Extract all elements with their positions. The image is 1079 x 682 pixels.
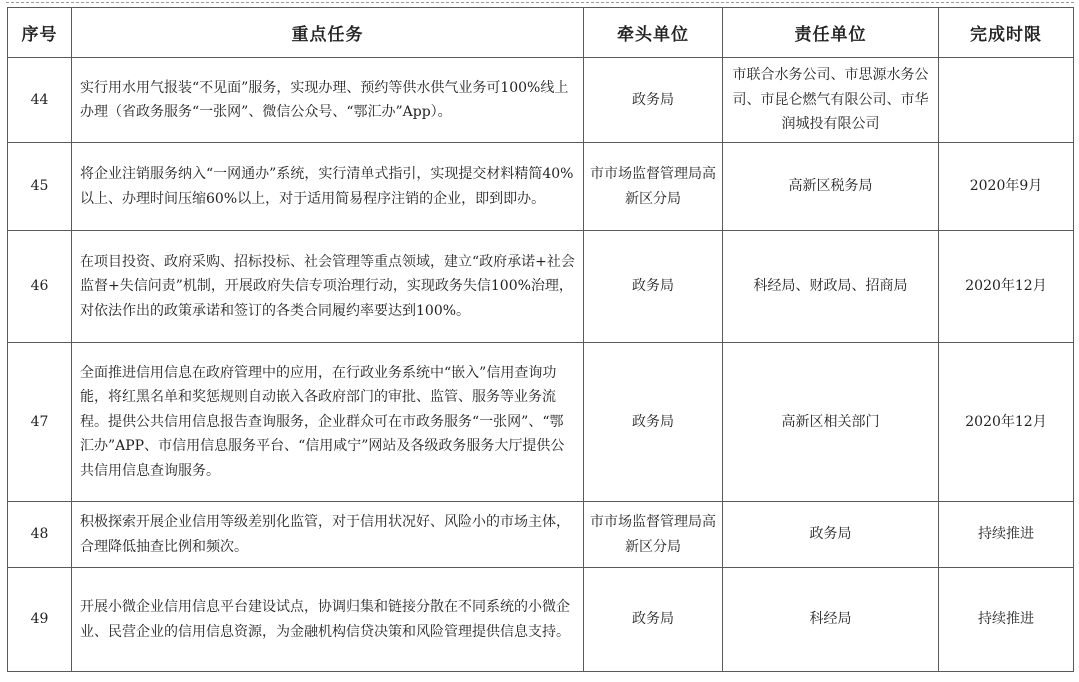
row-deadline [939, 58, 1074, 143]
header-lead-unit: 牵头单位 [584, 8, 723, 58]
row-responsible-unit: 市联合水务公司、市思源水务公司、市昆仑燃气有限公司、市华润城投有限公司 [723, 58, 939, 143]
header-deadline: 完成时限 [939, 8, 1074, 58]
row-num: 45 [8, 143, 72, 231]
row-task: 将企业注销服务纳入“一网通办”系统，实行清单式指引，实现提交材料精简40%以上、办理时间压缩60%以上，对于适用简易程序注销的企业，即到即办。 [72, 143, 584, 231]
row-responsible-unit: 高新区税务局 [723, 143, 939, 231]
row-num: 47 [8, 343, 72, 502]
header-responsible-unit: 责任单位 [723, 8, 939, 58]
row-task: 开展小微企业信用信息平台建设试点，协调归集和链接分散在不同系统的小微企业、民营企业的信用信息资源，为金融机构信贷决策和风险管理提供信息支持。 [72, 568, 584, 672]
row-deadline: 2020年9月 [939, 143, 1074, 231]
table-row [8, 143, 1074, 231]
table-row [8, 231, 1074, 343]
row-lead-unit: 政务局 [584, 343, 723, 502]
row-num: 48 [8, 502, 72, 568]
row-task: 在项目投资、政府采购、招标投标、社会管理等重点领域，建立“政府承诺+社会监督+失信问责”机制，开展政府失信专项治理行动，实现政务失信100%治理，对依法作出的政策承诺和签订的各类合同履约率要达到100%。 [72, 231, 584, 343]
header-task: 重点任务 [72, 8, 584, 58]
row-task: 积极探索开展企业信用等级差别化监管，对于信用状况好、风险小的市场主体，合理降低抽查比例和频次。 [72, 502, 584, 568]
row-task: 全面推进信用信息在政府管理中的应用，在行政业务系统中“嵌入”信用查询功能，将红黑名单和奖惩规则自动嵌入各政府部门的审批、监管、服务等业务流程。提供公共信用信息报告查询服务，企业群众可在市政务服务“一张网”、“鄂汇办”APP、市信用信息服务平台、“信用咸宁”网站及各级政务服务大厅提供公共信用信息查询服务。 [72, 343, 584, 502]
row-lead-unit: 市市场监督管理局高新区分局 [584, 502, 723, 568]
row-responsible-unit: 政务局 [723, 502, 939, 568]
page-top-rule [6, 2, 1074, 3]
row-deadline: 持续推进 [939, 502, 1074, 568]
row-deadline: 持续推进 [939, 568, 1074, 672]
row-responsible-unit: 科经局 [723, 568, 939, 672]
table-row [8, 568, 1074, 672]
row-lead-unit: 市市场监督管理局高新区分局 [584, 143, 723, 231]
row-deadline: 2020年12月 [939, 231, 1074, 343]
table-row [8, 58, 1074, 143]
row-responsible-unit: 高新区相关部门 [723, 343, 939, 502]
row-task: 实行用水用气报装“不见面”服务，实现办理、预约等供水供气业务可100%线上办理（省政务服务“一张网”、微信公众号、“鄂汇办”App）。 [72, 58, 584, 143]
header-num: 序号 [8, 8, 72, 58]
table-row [8, 502, 1074, 568]
row-num: 46 [8, 231, 72, 343]
row-deadline: 2020年12月 [939, 343, 1074, 502]
table-header-row [8, 8, 1074, 58]
row-lead-unit: 政务局 [584, 568, 723, 672]
table-row [8, 343, 1074, 502]
row-responsible-unit: 科经局、财政局、招商局 [723, 231, 939, 343]
row-lead-unit: 政务局 [584, 58, 723, 143]
key-tasks-table [7, 7, 1074, 672]
row-lead-unit: 政务局 [584, 231, 723, 343]
row-num: 44 [8, 58, 72, 143]
row-num: 49 [8, 568, 72, 672]
